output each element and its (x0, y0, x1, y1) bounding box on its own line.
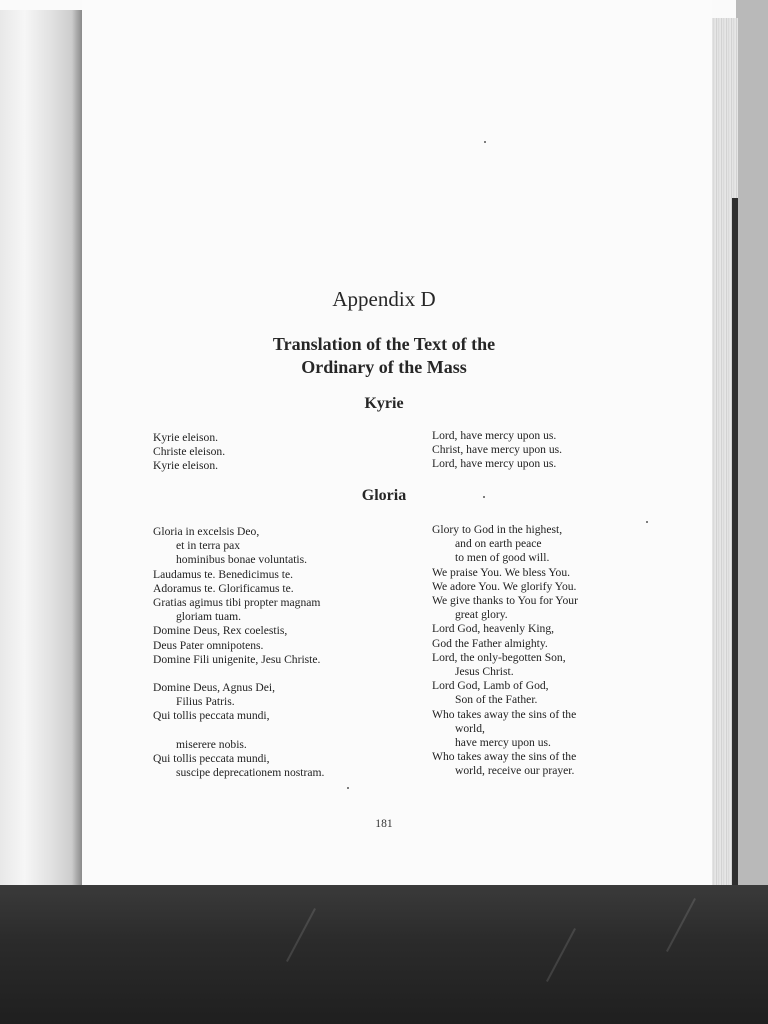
latin-line: et in terra pax (176, 539, 241, 553)
appendix-heading: Appendix D (332, 287, 436, 311)
stanza-gap (153, 667, 324, 681)
english-line: and on earth peace (455, 537, 542, 551)
scanner-background (0, 885, 768, 1024)
english-line: Jesus Christ. (455, 665, 514, 679)
spine-shadow (72, 10, 82, 890)
english-line: world, (455, 721, 485, 735)
title-line-1: Translation of the Text of the (272, 334, 496, 354)
dust-speck (347, 787, 349, 789)
page-number: 181 (375, 817, 393, 830)
kyrie-latin-column (153, 431, 225, 474)
dust-speck (484, 141, 486, 143)
english-line: have mercy upon us. (455, 736, 551, 750)
english-line: Glory to God in the highest, (432, 523, 563, 536)
english-line: We praise You. We bless You. (432, 565, 571, 579)
english-line: Lord, have mercy upon us. (432, 429, 557, 442)
page-edges-right (712, 18, 738, 890)
english-line: world, receive our prayer. (455, 764, 575, 778)
latin-line: Deus Pater omnipotens. (153, 638, 264, 652)
latin-line: gloriam tuam. (176, 610, 242, 624)
english-line: We adore You. We glorify You. (432, 579, 577, 593)
dust-speck (483, 496, 485, 498)
english-line: Lord God, heavenly King, (432, 622, 555, 636)
latin-line: suscipe deprecationem nostram. (176, 766, 325, 780)
title-line-2: Ordinary of the Mass (301, 357, 467, 377)
latin-line: miserere nobis. (176, 737, 247, 751)
latin-line: Qui tollis peccata mundi, (153, 709, 270, 723)
book-binding-left (0, 10, 82, 890)
scan-artifact (546, 928, 576, 982)
kyrie-english-column (432, 429, 562, 472)
latin-line: Christe eleison. (153, 445, 226, 459)
latin-line: Gloria in excelsis Deo, (153, 525, 260, 538)
latin-line: Gratias agimus tibi propter magnam (153, 596, 321, 610)
latin-line: Laudamus te. Benedicimus te. (153, 567, 294, 581)
english-line: great glory. (455, 608, 508, 622)
document-title (0, 333, 768, 379)
gloria-heading: Gloria (361, 487, 407, 504)
english-line: Lord, have mercy upon us. (432, 457, 557, 471)
latin-line: Kyrie eleison. (153, 431, 219, 444)
scan-artifact (286, 908, 316, 962)
latin-line: hominibus bonae voluntatis. (176, 553, 308, 567)
stanza-gap (153, 724, 324, 738)
gloria-english-column (432, 523, 578, 779)
gloria-latin-column (153, 525, 324, 780)
latin-line: Domine Deus, Agnus Dei, (153, 681, 276, 695)
latin-line: Domine Fili unigenite, Jesu Christe. (153, 652, 321, 666)
latin-line: Qui tollis peccata mundi, (153, 751, 270, 765)
english-line: Son of the Father. (455, 693, 538, 707)
dust-speck (646, 521, 648, 523)
latin-line: Filius Patris. (176, 695, 235, 709)
english-line: Christ, have mercy upon us. (432, 443, 563, 457)
kyrie-heading: Kyrie (364, 395, 404, 412)
latin-line: Kyrie eleison. (153, 459, 219, 473)
english-line: We give thanks to You for Your (432, 594, 578, 608)
english-line: Who takes away the sins of the (432, 750, 577, 764)
english-line: to men of good will. (455, 551, 550, 565)
english-line: God the Father almighty. (432, 636, 548, 650)
scan-artifact (666, 898, 696, 952)
latin-line: Domine Deus, Rex coelestis, (153, 624, 288, 638)
latin-line: Adoramus te. Glorificamus te. (153, 581, 294, 595)
english-line: Lord God, Lamb of God, (432, 679, 549, 693)
english-line: Lord, the only-begotten Son, (432, 650, 566, 664)
english-line: Who takes away the sins of the (432, 707, 577, 721)
